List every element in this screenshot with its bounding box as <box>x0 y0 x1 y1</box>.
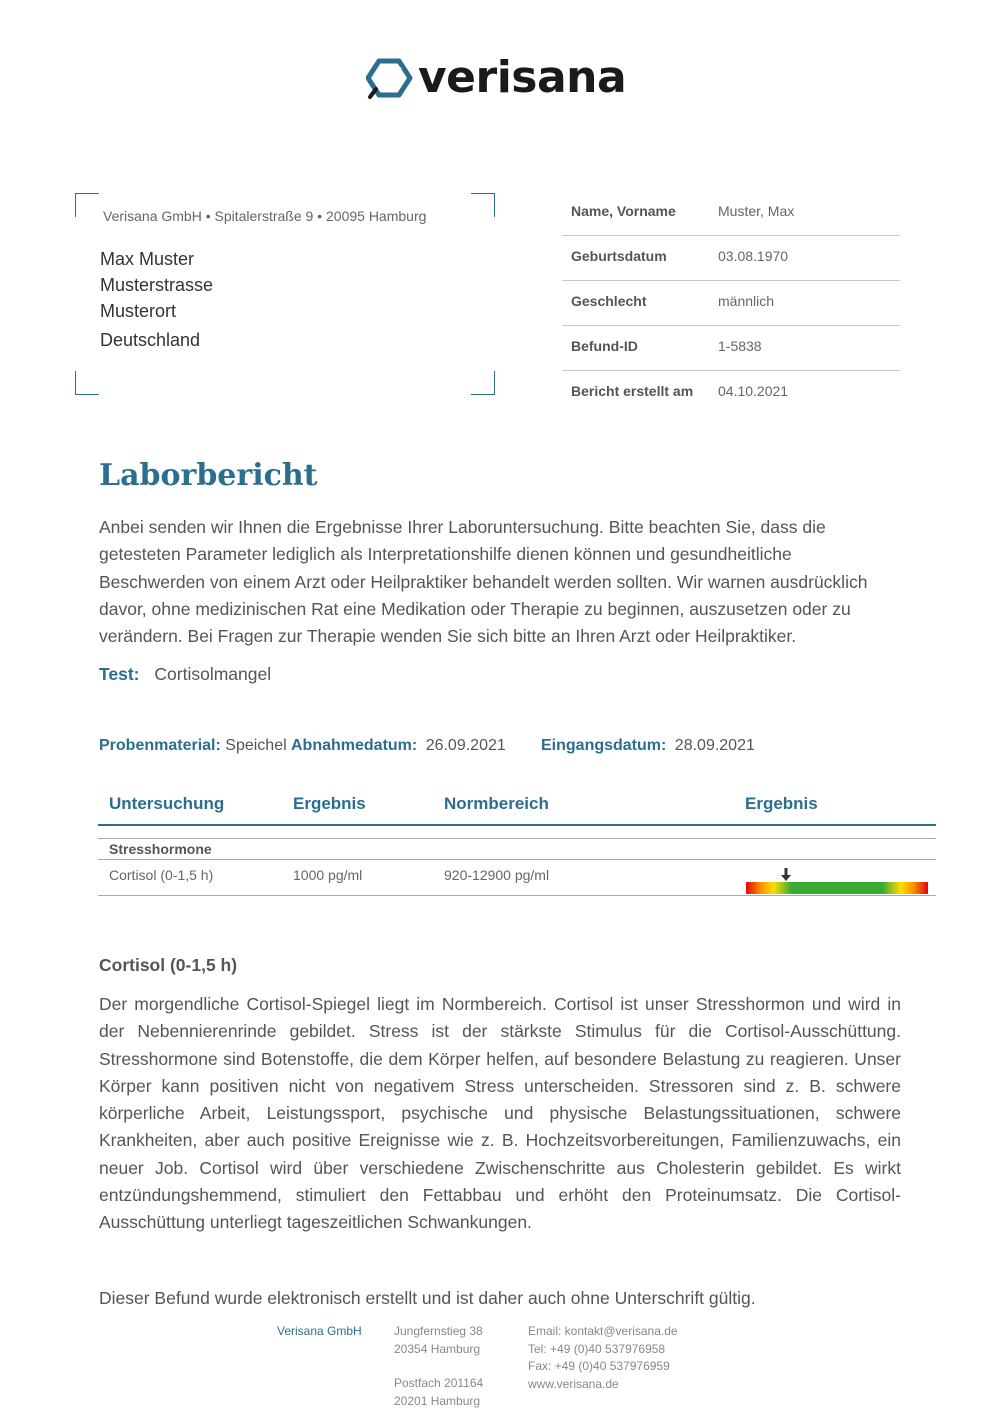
table-bottom-rule <box>98 895 936 896</box>
detail-paragraph: Der morgendliche Cortisol-Spiegel liegt im Normbereich. Cortisol ist unser Stresshormon und wird in der Nebennierenrinde gebildet. Stress ist der stärkste Stimulus für die Cortisol-Ausschüttung. Stresshormone sind Botenstoffe, die dem Körper helfen, auf besondere Belastung zu reagieren. Unser Körper kann positiven nicht von negativem Stress unterscheiden. Stressoren sind z. B. schwere körperliche Arbeit, Leistungssport, psychische und physische Belastungssituationen, schwere Krankheiten, aber auch positive Ereignisse wie z. B. Hochzeitsvorbereitungen, Familienzuwachs, ein neuer Job. Cortisol wird über verschiedene Zwischenschritte aus Cholesterin gebildet. Es wirkt entzündungshemmend, stimuliert den Fettabbau und erhöht den Proteinumsatz. Die Cortisol-Ausschüttung unterliegt tageszeitlichen Schwankungen. <box>99 994 901 1233</box>
result-value: 1000 pg/ml <box>293 867 363 883</box>
info-label: Name, Vorname <box>571 203 676 219</box>
material-label: Probenmaterial: <box>99 737 221 754</box>
info-value: männlich <box>718 293 775 309</box>
footer-address <box>394 1323 483 1358</box>
footer-website: www.verisana.de <box>528 1376 619 1391</box>
footer-street: Jungfernstieg 38 <box>394 1324 483 1338</box>
collected-value: 26.09.2021 <box>425 737 506 754</box>
test-line <box>99 664 271 685</box>
info-value: 04.10.2021 <box>718 383 789 399</box>
sample-material <box>99 737 287 755</box>
test-value: Cortisolmangel <box>154 664 272 684</box>
test-label: Test: <box>99 664 140 684</box>
table-group-label: Stresshormone <box>109 841 212 857</box>
info-label: Geschlecht <box>571 293 647 309</box>
address-window-corner <box>471 193 495 217</box>
header-reference-range: Normbereich <box>444 794 549 813</box>
table-rule <box>98 859 936 860</box>
result-gauge <box>746 866 928 896</box>
received-value: 28.09.2021 <box>674 737 755 754</box>
patient-info-row <box>562 191 900 236</box>
collected-label: Abnahmedatum: <box>291 737 418 754</box>
material-value: Speichel <box>225 737 287 754</box>
info-label: Befund-ID <box>571 338 638 354</box>
recipient-street: Musterstrasse <box>100 275 214 295</box>
footer-fax: Fax: +49 (0)40 537976959 <box>528 1359 670 1373</box>
patient-info-row <box>562 236 900 281</box>
recipient-city: Musterort <box>100 301 177 321</box>
footer-postbox-number: Postfach 201164 <box>394 1376 484 1390</box>
footer-contact <box>528 1323 678 1393</box>
patient-info-row <box>562 371 900 416</box>
address-window-corner <box>75 371 99 395</box>
page-title: Laborbericht <box>99 458 318 493</box>
patient-info-row <box>562 326 900 371</box>
patient-info-row <box>562 281 900 326</box>
verisana-logo <box>366 52 626 104</box>
table-rule <box>98 838 936 839</box>
footer-email: Email: kontakt@verisana.de <box>528 1324 678 1338</box>
validity-note: Dieser Befund wurde elektronisch erstellt und ist daher auch ohne Unterschrift gültig. <box>99 1288 756 1308</box>
gauge-marker-arrow-icon <box>781 868 791 881</box>
received-label: Eingangsdatum: <box>541 737 667 754</box>
info-value: 03.08.1970 <box>718 248 789 264</box>
gauge-bar <box>746 882 928 894</box>
header-result: Ergebnis <box>293 794 366 813</box>
intro-paragraph: Anbei senden wir Ihnen die Ergebnisse Ihrer Laboruntersuchung. Bitte beachten Sie, dass die getesteten Parameter lediglich als Interpretationshilfe dienen können und gesundheitliche Beschwerden von einem Arzt oder Heilpraktiker behandelt werden sollten. Wir warnen ausdrücklich davor, ohne medizinischen Rat eine Medikation oder Therapie zu beginnen, auszusetzen oder zu verändern. Bei Fragen zur Therapie wenden Sie sich bitte an Ihren Arzt oder Heilpraktiker. <box>99 517 868 647</box>
sample-collected <box>291 737 506 755</box>
footer-postbox <box>394 1375 483 1410</box>
result-reference-range: 920-12900 pg/ml <box>444 867 550 883</box>
recipient-country: Deutschland <box>100 330 201 350</box>
recipient-name: Max Muster <box>100 249 195 269</box>
logo-wordmark: verisana <box>418 52 627 103</box>
info-label: Bericht erstellt am <box>571 383 694 399</box>
info-value: Muster, Max <box>718 203 795 219</box>
address-window-corner <box>471 371 495 395</box>
sample-received <box>541 737 755 755</box>
footer-postbox-city: 20201 Hamburg <box>394 1393 481 1408</box>
info-label: Geburtsdatum <box>571 248 667 264</box>
table-header-rule <box>98 824 936 826</box>
footer-city: 20354 Hamburg <box>394 1341 481 1356</box>
info-value: 1-5838 <box>718 338 762 354</box>
footer-company: Verisana GmbH <box>277 1324 362 1338</box>
header-result-gauge: Ergebnis <box>745 794 818 813</box>
footer-phone: Tel: +49 (0)40 537976958 <box>528 1341 666 1356</box>
detail-heading: Cortisol (0-1,5 h) <box>99 955 238 975</box>
logo-hexagon-icon <box>366 55 414 101</box>
address-window-corner <box>75 193 99 217</box>
sender-line: Verisana GmbH • Spitalerstraße 9 • 20095 Hamburg <box>103 208 427 224</box>
header-test: Untersuchung <box>109 794 225 813</box>
result-test-name: Cortisol (0-1,5 h) <box>109 867 214 883</box>
